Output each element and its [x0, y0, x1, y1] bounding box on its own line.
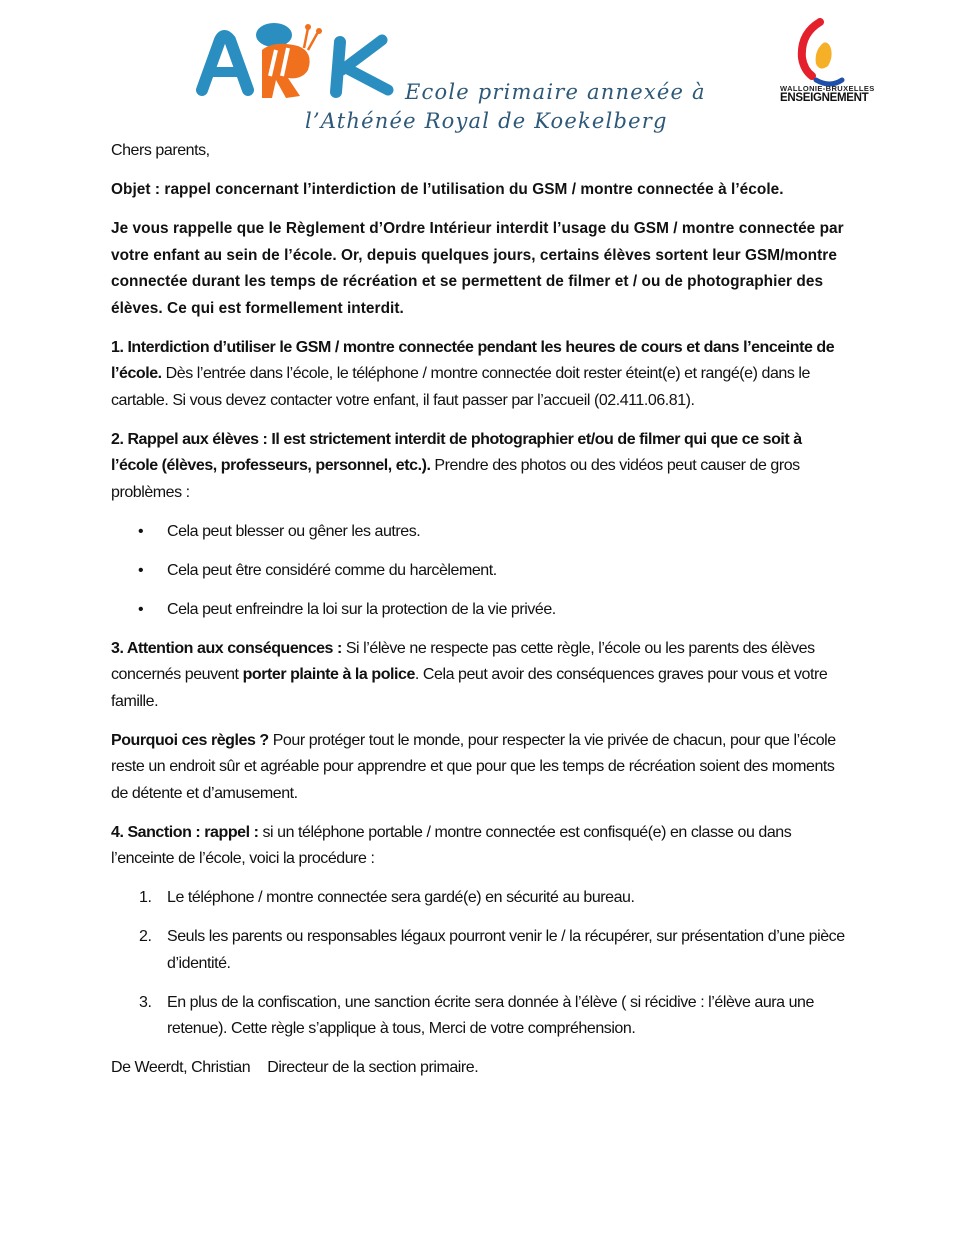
section-3-emphasis: porter plainte à la police: [242, 666, 415, 683]
section-2: [111, 427, 851, 507]
list-item: [111, 885, 851, 912]
section-3-text-2: . Cela peut avoir des conséquences graves pour vous et votre famille.: [111, 666, 828, 710]
letter-body: [111, 138, 851, 1094]
step-text: Le téléphone / montre connectée sera gardé(e) en sécurité au bureau.: [167, 889, 635, 906]
section-4-text: si un téléphone portable / montre connectée est confisqué(e) en classe ou dans l’enceinte de l’école, voici la procédure :: [111, 823, 792, 867]
school-tagline-line2: l’Athénée Royal de Koekelberg: [305, 109, 668, 133]
letterhead: [0, 0, 957, 140]
step-number: 2.: [139, 928, 152, 945]
bullet-icon: •: [138, 561, 144, 579]
step-number: 1.: [139, 889, 152, 906]
section-1-text: Dès l’entrée dans l’école, le téléphone / montre connectée doit rester éteint(e) et rangé(e) dans le cartable. Si vous devez contacter votre enfant, il faut passer par l’accueil (02.411.06.81).: [111, 365, 810, 409]
section-2-heading: 2. Rappel aux élèves : Il est strictement interdit de photographier et/ou de filmer qui que ce soit à l’école (élèves, professeurs, personnel, etc.).: [111, 430, 802, 474]
signature: [111, 1055, 851, 1082]
list-item: [111, 924, 851, 977]
section-4-heading: 4. Sanction : rappel :: [111, 823, 259, 841]
step-text: Seuls les parents ou responsables légaux pourront venir le / la récupérer, sur présentation d’une pièce d’identité.: [167, 928, 845, 972]
why-heading: Pourquoi ces règles ?: [111, 731, 269, 749]
bullet-icon: •: [138, 522, 144, 540]
partner-logo-line1: WALLONIE-BRUXELLES: [780, 84, 875, 93]
section-1: [111, 335, 851, 415]
why-section: [111, 728, 851, 808]
school-tagline-line1: Ecole primaire annexée à: [405, 80, 706, 104]
list-item: [111, 990, 851, 1043]
section-3-heading: 3. Attention aux conséquences :: [111, 639, 342, 657]
step-text: En plus de la confiscation, une sanction écrite sera donnée à l’élève ( si récidive : l’élève aura une retenue). Cette règle s’applique à tous, Merci de votre compréhension.: [167, 993, 814, 1037]
section-3: [111, 636, 851, 716]
signature-title: Directeur de la section primaire.: [267, 1059, 479, 1076]
section-4: [111, 820, 851, 873]
bullet-icon: •: [138, 600, 144, 618]
consequences-list: [111, 519, 851, 624]
intro-paragraph: [111, 216, 851, 322]
list-item-text: Cela peut enfreindre la loi sur la protection de la vie privée.: [167, 600, 556, 618]
list-item-text: Cela peut être considéré comme du harcèlement.: [167, 561, 497, 579]
section-2-text: Prendre des photos ou des vidéos peut causer de gros problèmes :: [111, 457, 800, 501]
subject-line: [111, 177, 851, 204]
greeting: Chers parents,: [111, 142, 210, 159]
partner-logo-line2: ENSEIGNEMENT: [780, 92, 869, 104]
list-item: [111, 558, 851, 585]
section-1-heading: 1. Interdiction d’utiliser le GSM / montre connectée pendant les heures de cours et dans l’enceinte de l’école.: [111, 338, 835, 382]
why-text: Pour protéger tout le monde, pour respecter la vie privée de chacun, pour que l’école reste un endroit sûr et agréable pour apprendre et que pour que les temps de récréation soient des moments de détente et d’amusement.: [111, 731, 836, 802]
subject-text: Objet : rappel concernant l’interdiction de l’utilisation du GSM / montre connectée à l’école.: [111, 181, 784, 198]
ark-school-logo: [196, 18, 396, 100]
signature-name: De Weerdt, Christian: [111, 1059, 251, 1076]
list-item-text: Cela peut blesser ou gêner les autres.: [167, 522, 421, 540]
procedure-list: [111, 885, 851, 1043]
intro-text: Je vous rappelle que le Règlement d’Ordre Intérieur interdit l’usage du GSM / montre connectée par votre enfant au sein de l’école. Or, depuis quelques jours, certains élèves sortent leur GSM/montre connectée durant les temps de récréation et se permettent de filmer et / ou de photographier des élèves. Ce qui est formellement interdit.: [111, 220, 844, 317]
step-number: 3.: [139, 993, 152, 1011]
section-3-text-1: Si l’élève ne respecte pas cette règle, l’école ou les parents des élèves concernés peuvent: [111, 639, 815, 683]
list-item: [111, 519, 851, 546]
list-item: [111, 597, 851, 624]
